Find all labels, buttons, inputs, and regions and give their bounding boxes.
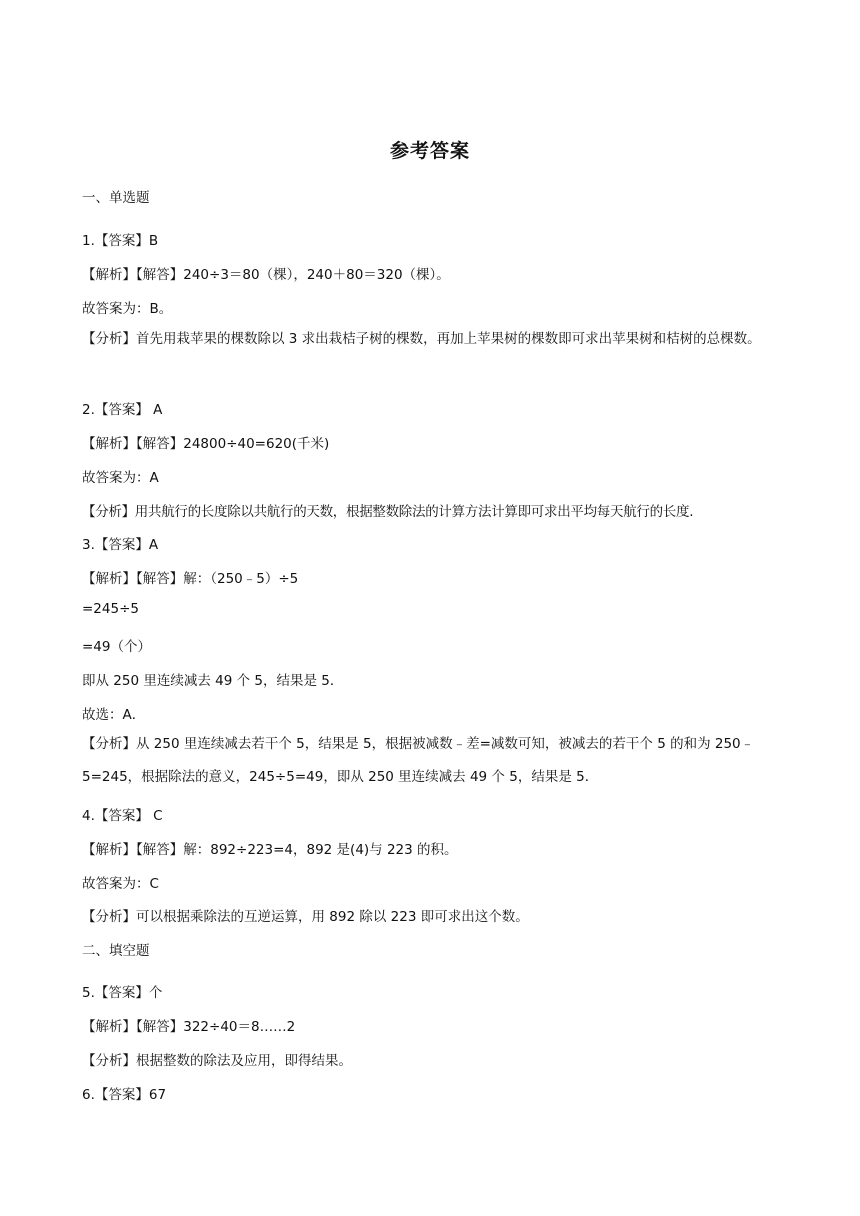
q5-analysis: 【分析】根据整数的除法及应用，即得结果。 — [82, 1053, 352, 1069]
q3-analysis: 【分析】从 250 里连续减去若干个 5，结果是 5，根据被减数﹣差=减数可知，被减去的若干个 5 的和为 250﹣5=245，根据除法的意义，245÷5=49，即从 250 里连续减去 49 个 5，结果是 5． — [82, 736, 755, 785]
q3-conclusion: 故选：A． — [82, 707, 146, 723]
q1-explanation: 【解析】【解答】240÷3＝80（棵），240＋80＝320（棵）。 — [82, 267, 450, 283]
q2-analysis: 【分析】用共航行的长度除以共航行的天数，根据整数除法的计算方法计算即可求出平均每天航行的长度. — [82, 504, 694, 520]
q4-answer: 4.【答案】 C — [82, 808, 163, 824]
q3-statement: 即从 250 里连续减去 49 个 5，结果是 5． — [82, 673, 344, 689]
q4-conclusion: 故答案为：C — [82, 876, 159, 892]
q2-explanation: 【解析】【解答】24800÷40=620(千米) — [82, 436, 330, 452]
section-heading-single-choice: 一、单选题 — [82, 190, 150, 206]
q3-answer: 3.【答案】A — [82, 537, 159, 553]
q6-answer: 6.【答案】67 — [82, 1087, 167, 1103]
q3-step2: =49（个） — [82, 639, 151, 655]
page-title: 参考答案 — [389, 140, 470, 162]
q5-answer: 5.【答案】个 — [82, 985, 163, 1001]
q3-step1: =245÷5 — [82, 601, 139, 617]
q2-conclusion: 故答案为：A — [82, 470, 159, 486]
q4-analysis: 【分析】可以根据乘除法的互逆运算，用 892 除以 223 即可求出这个数。 — [82, 909, 529, 925]
q5-explanation: 【解析】【解答】322÷40＝8……2 — [82, 1019, 296, 1035]
section-heading-fill-blank: 二、填空题 — [82, 943, 150, 959]
q1-analysis: 【分析】首先用栽苹果的棵数除以 3 求出栽桔子树的棵数，再加上苹果树的棵数即可求出苹果树和桔树的总棵数。 — [82, 331, 761, 347]
q1-conclusion: 故答案为：B。 — [82, 301, 173, 317]
q2-answer: 2.【答案】 A — [82, 402, 163, 418]
q4-explanation: 【解析】【解答】解：892÷223=4，892 是(4)与 223 的积。 — [82, 842, 458, 858]
q1-answer: 1.【答案】B — [82, 233, 159, 249]
q3-explanation: 【解析】【解答】解：（250﹣5）÷5 — [82, 571, 299, 587]
